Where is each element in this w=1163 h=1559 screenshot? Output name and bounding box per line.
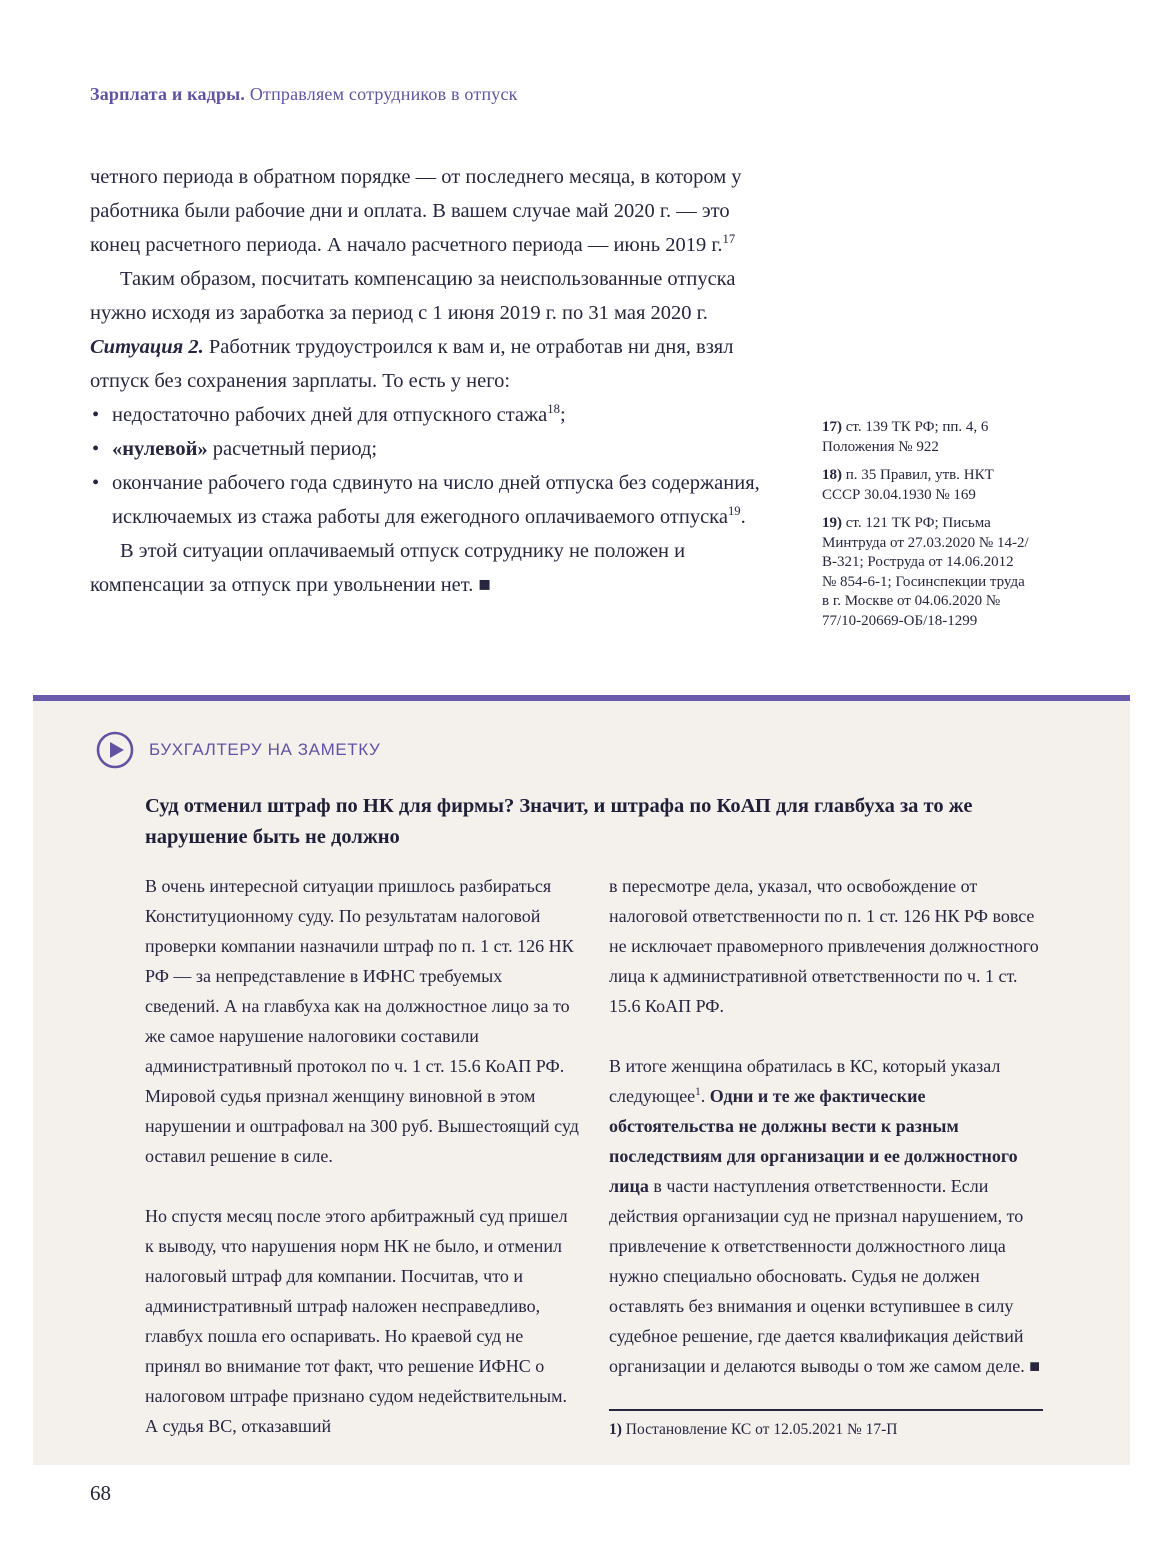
footnote-number: 1) [609,1421,622,1438]
article-closing: В этой ситуации оплачиваемый отпуск сотруднику не положен и компенсации за отпуск при увольнении нет. ■ [90,540,686,596]
note-column-right [609,871,1043,1441]
sidebar-footnotes [822,418,1029,640]
play-circle-icon [96,731,134,769]
footnote-ref-18: 18 [547,402,560,417]
running-head [90,84,518,105]
note-paragraph: в пересмотре дела, указал, что освобождение от налоговой ответственности по п. 1 ст. 126 НК РФ вовсе не исключает правомерного привлечения должностного лица к административной ответственности по ч. 1 ст. 15.6 КоАП РФ. [609,876,1039,1016]
note-columns [145,871,1043,1441]
note-headline: Суд отменил штраф по НК для фирмы? Значит, и штрафа по КоАП для главбуха за то же нарушение быть не должно [145,795,973,848]
note-column-left [145,871,579,1441]
note-box-label: БУХГАЛТЕРУ НА ЗАМЕТКУ [149,740,381,759]
list-item [90,398,778,432]
paragraph-text: четного периода в обратном порядке — от последнего месяца, в котором у работника были рабочие дни и оплата. В вашем случае май 2020 г. — это конец расчетного периода. А начало расчетного периода — июнь 2019 г. [90,166,742,256]
footnote-text: Постановление КС от 12.05.2021 № 17-П [621,1421,898,1438]
paragraph-text: В итоге женщина обратилась в КС, который указал следующее [609,1056,1001,1106]
footnote-text: ст. 139 ТК РФ; пп. 4, 6 Положения № 922 [822,419,989,455]
note-box [33,695,1130,1465]
bullet-text: недостаточно рабочих дней для отпускного стажа [112,404,548,426]
list-item [90,466,778,534]
note-paragraph: В очень интересной ситуации пришлось разбираться Конституционному суду. По результатам налоговой проверки компании назначили штраф по п. 1 ст. 126 НК РФ — за непредставление в ИФНС требуемых сведений. А на главбуха как на должностное лицо за то же самое нарушение налоговики составили административный протокол по ч. 1 ст. 15.6 КоАП РФ. Мировой судья признал женщину виновной в этом нарушении и оштрафовал на 300 руб. Вышестоящий суд оставил решение в силе. [145,876,579,1166]
running-head-subtitle: Отправляем сотрудников в отпуск [245,84,518,104]
footnote-number: 17) [822,419,842,435]
paragraph-text: . [700,1086,710,1106]
footnote-ref-17: 17 [722,232,736,247]
bullet-list [90,398,778,534]
situation-label: Ситуация 2. [90,336,204,358]
article-paragraph: Таким образом, посчитать компенсацию за неиспользованные отпуска нужно исходя из заработка за период с 1 июня 2019 г. по 31 мая 2020 г. [90,268,736,324]
footnote-ref-19: 19 [727,504,741,519]
footnote-number: 18) [822,467,842,483]
footnote-text: ст. 121 ТК РФ; Письма Минтруда от 27.03.2020 № 14-2/В-321; Роструда от 14.06.2012 № 854-6-1; Госинспекции труда в г. Москве от 04.06.2020 № 77/10-20669-ОБ/18-1299 [822,515,1029,629]
note-box-header [96,731,380,769]
article-body [90,160,778,602]
article-paragraph [90,160,778,262]
bullet-tail: . [740,506,746,528]
footnote-19 [822,514,1029,631]
note-box-footnote [609,1409,1043,1440]
bullet-text: окончание рабочего года сдвинуто на число дней отпуска без содержания, исключаемых из стажа работы для ежегодного оплачиваемого отпуска [112,472,760,528]
situation-paragraph [90,330,778,398]
footnote-ref-1: 1 [695,1086,701,1098]
running-head-section: Зарплата и кадры. [90,84,246,104]
footnote-18 [822,466,1029,505]
paragraph-text: в части наступления ответственности. Если действия организации суд не признал нарушением, то привлечение к ответственности должностного лица нужно специально обосновать. Судья не должен оставлять без внимания и оценки вступившее в силу судебное решение, где дается квалификация действий организации и делаются выводы о том же самом деле. ■ [609,1176,1041,1376]
bullet-tail: ; [559,404,566,426]
footnote-17 [822,418,1029,457]
paragraph-bold-text: Одни и те же фактические обстоятельства не должны вести к разным последствиям для организации и ее должностного лица [609,1086,1018,1196]
bullet-bold: «нулевой» [112,438,208,460]
footnote-number: 19) [822,515,842,531]
bullet-tail: расчетный период; [207,438,378,460]
situation-text: Работник трудоустроился к вам и, не отработав ни дня, взял отпуск без сохранения зарплаты. То есть у него: [90,336,734,392]
list-item [90,432,778,466]
page-number: 68 [90,1481,111,1505]
footnote-text: п. 35 Правил, утв. НКТ СССР 30.04.1930 № 169 [822,467,994,503]
note-paragraph [609,1051,1043,1381]
note-paragraph: Но спустя месяц после этого арбитражный суд пришел к выводу, что нарушения норм НК не было, и отменил налоговый штраф для компании. Посчитав, что и административный штраф наложен несправедливо, главбух пошла его оспаривать. Но краевой суд не принял во внимание тот факт, что решение ИФНС о налоговом штрафе признано судом недействительным. А судья ВС, отказавший [145,1206,568,1436]
